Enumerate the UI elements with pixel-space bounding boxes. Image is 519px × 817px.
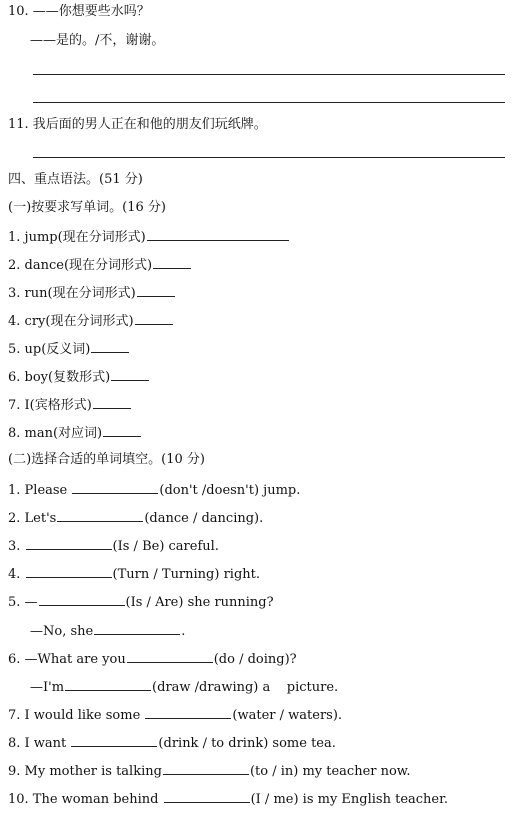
answer-blank[interactable] bbox=[26, 565, 112, 578]
answer-blank[interactable] bbox=[94, 622, 180, 635]
answer-blank[interactable] bbox=[39, 593, 125, 606]
answer-blank[interactable] bbox=[147, 228, 289, 241]
list-item: 2. dance(现在分词形式) bbox=[8, 256, 192, 274]
answer-line bbox=[33, 157, 505, 158]
answer-line bbox=[33, 102, 505, 103]
list-item: 10. The woman behind (I / me) is my English teacher. bbox=[8, 792, 449, 807]
list-item: 9. My mother is talking (to / in) my teacher now. bbox=[8, 764, 411, 779]
list-item: 1. Please (don't /doesn't) jump. bbox=[8, 483, 301, 498]
list-item: 3. run(现在分词形式) bbox=[8, 284, 176, 302]
question-10: 10. ——你想要些水吗？ bbox=[8, 4, 150, 19]
list-item: 7. I would like some (water / waters). bbox=[8, 708, 343, 723]
answer-blank[interactable] bbox=[137, 284, 175, 297]
list-item: 5. up(反义词) bbox=[8, 340, 130, 358]
list-item: 7. I(宾格形式) bbox=[8, 396, 132, 414]
list-item: 5. — (Is / Are) she running? bbox=[8, 595, 274, 610]
section-title: 四、重点语法。(51 分) bbox=[8, 172, 143, 187]
answer-blank[interactable] bbox=[164, 790, 250, 803]
answer-blank[interactable] bbox=[26, 537, 112, 550]
answer-blank[interactable] bbox=[145, 706, 231, 719]
subsection-1-title: (一)按要求写单词。(16 分) bbox=[8, 200, 166, 215]
answer-blank[interactable] bbox=[127, 650, 213, 663]
answer-blank[interactable] bbox=[163, 762, 249, 775]
list-item: 1. jump(现在分词形式) bbox=[8, 228, 290, 246]
answer-blank[interactable] bbox=[57, 509, 143, 522]
answer-line bbox=[33, 74, 505, 75]
question-10-answer: ——是的。/不，谢谢。 bbox=[30, 33, 165, 48]
list-item: —No, she . bbox=[30, 624, 186, 639]
list-item: 2. Let's (dance / dancing). bbox=[8, 511, 264, 526]
list-item: 8. man(对应词) bbox=[8, 424, 142, 442]
answer-blank[interactable] bbox=[153, 256, 191, 269]
list-item: 3. (Is / Be) careful. bbox=[8, 539, 219, 554]
answer-blank[interactable] bbox=[72, 481, 158, 494]
list-item: —I'm (draw /drawing) a picture. bbox=[30, 680, 339, 695]
answer-blank[interactable] bbox=[65, 678, 151, 691]
list-item: 6. —What are you (do / doing)? bbox=[8, 652, 297, 667]
answer-blank[interactable] bbox=[135, 312, 173, 325]
answer-blank[interactable] bbox=[103, 424, 141, 437]
answer-blank[interactable] bbox=[91, 340, 129, 353]
answer-blank[interactable] bbox=[111, 368, 149, 381]
answer-blank[interactable] bbox=[93, 396, 131, 409]
list-item: 6. boy(复数形式) bbox=[8, 368, 150, 386]
list-item: 4. (Turn / Turning) right. bbox=[8, 567, 261, 582]
subsection-2-title: (二)选择合适的单词填空。(10 分) bbox=[8, 452, 205, 467]
list-item: 8. I want (drink / to drink) some tea. bbox=[8, 736, 336, 751]
list-item: 4. cry(现在分词形式) bbox=[8, 312, 174, 330]
answer-blank[interactable] bbox=[71, 734, 157, 747]
question-11: 11. 我后面的男人正在和他的朋友们玩纸牌。 bbox=[8, 117, 267, 132]
